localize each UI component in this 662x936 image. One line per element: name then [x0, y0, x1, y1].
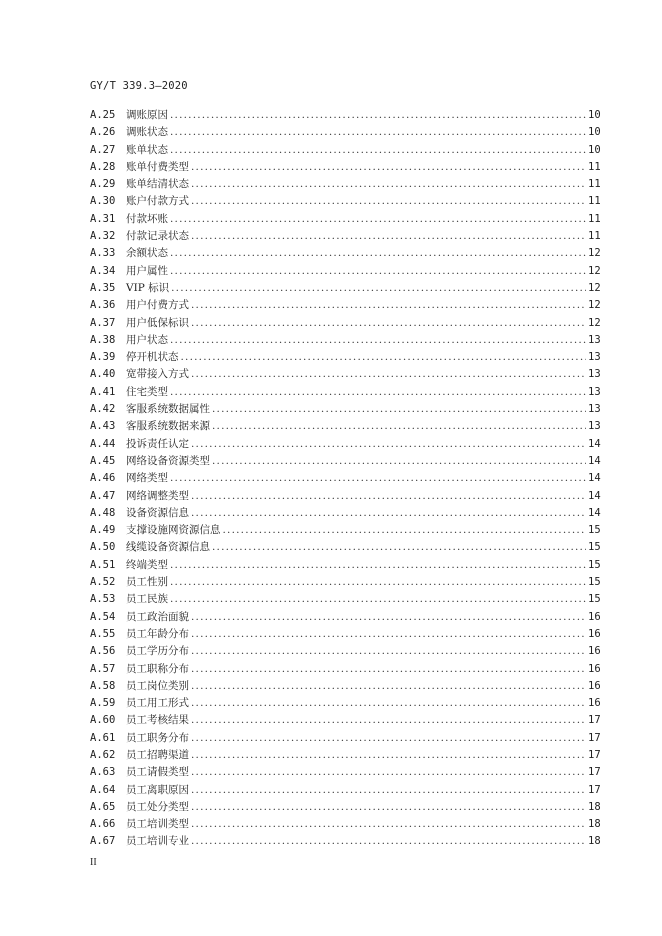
toc-leader-dots	[212, 401, 586, 418]
toc-entry-title: 员工职务分布	[126, 731, 189, 744]
toc-entry-title: 支撑设施网资源信息	[126, 524, 221, 537]
toc-entry-number: A.67	[90, 835, 116, 848]
toc-leader-dots	[191, 747, 586, 764]
toc-leader-dots	[191, 193, 586, 210]
toc-entry-page: 17	[588, 748, 601, 761]
toc-entry[interactable]	[90, 332, 600, 349]
toc-entry-number: A.65	[90, 800, 116, 813]
table-of-contents	[90, 107, 600, 851]
toc-entry-title: 员工职称分布	[126, 662, 189, 675]
toc-entry-number: A.29	[90, 178, 116, 191]
toc-leader-dots	[170, 574, 586, 591]
toc-entry-number: A.53	[90, 593, 116, 606]
toc-entry-title: 网络类型	[126, 472, 168, 485]
toc-entry[interactable]	[90, 280, 600, 297]
toc-entry-page: 12	[588, 316, 601, 329]
toc-leader-dots	[191, 505, 586, 522]
toc-entry-title: 客服系统数据来源	[126, 420, 210, 433]
toc-entry-page: 16	[588, 679, 601, 692]
toc-leader-dots	[191, 626, 586, 643]
toc-entry-page: 14	[588, 472, 601, 485]
toc-entry-title: 员工年龄分布	[126, 627, 189, 640]
toc-entry-title: 网络设备资源类型	[126, 454, 210, 467]
toc-entry-title: 员工用工形式	[126, 697, 189, 710]
toc-entry-title: 用户状态	[126, 333, 168, 346]
toc-entry-page: 12	[588, 281, 601, 294]
toc-leader-dots	[191, 730, 586, 747]
toc-entry-title: 付款坏账	[126, 212, 168, 225]
toc-entry-title: 员工政治面貌	[126, 610, 189, 623]
toc-entry-page: 13	[588, 351, 601, 364]
toc-entry-number: A.55	[90, 627, 116, 640]
toc-entry-page: 17	[588, 766, 601, 779]
toc-entry-number: A.33	[90, 247, 116, 260]
toc-entry-title: 用户属性	[126, 264, 168, 277]
toc-entry-title: 员工性别	[126, 576, 168, 589]
toc-entry-title: 余额状态	[126, 247, 168, 260]
toc-entry[interactable]	[90, 678, 600, 695]
page-number-footer: II	[90, 857, 97, 868]
toc-entry-page: 15	[588, 593, 601, 606]
toc-entry[interactable]	[90, 799, 600, 816]
toc-entry-number: A.63	[90, 766, 116, 779]
toc-entry-number: A.43	[90, 420, 116, 433]
toc-entry[interactable]	[90, 522, 600, 539]
toc-entry[interactable]	[90, 643, 600, 660]
toc-entry[interactable]	[90, 712, 600, 729]
toc-leader-dots	[191, 799, 586, 816]
toc-entry-number: A.25	[90, 109, 116, 121]
toc-entry-title: 停开机状态	[126, 351, 179, 364]
toc-entry-title: VIP 标识	[126, 281, 170, 294]
toc-entry-number: A.62	[90, 748, 116, 761]
toc-entry[interactable]	[90, 626, 600, 643]
toc-entry-number: A.37	[90, 316, 116, 329]
toc-entry-page: 11	[588, 212, 601, 225]
toc-entry-title: 账户付款方式	[126, 195, 189, 208]
toc-entry-number: A.27	[90, 143, 116, 156]
toc-entry-title: 宽带接入方式	[126, 368, 189, 381]
toc-entry-page: 17	[588, 731, 601, 744]
toc-entry[interactable]	[90, 263, 600, 280]
toc-entry-title: 员工学历分布	[126, 645, 189, 658]
toc-leader-dots	[191, 159, 586, 176]
toc-entry-page: 13	[588, 333, 601, 346]
toc-entry-title: 终端类型	[126, 558, 168, 571]
toc-entry-page: 14	[588, 454, 601, 467]
toc-entry-number: A.52	[90, 576, 116, 589]
toc-entry-page: 11	[588, 160, 601, 173]
toc-entry-page: 12	[588, 247, 601, 260]
toc-entry[interactable]	[90, 833, 600, 850]
toc-leader-dots	[191, 678, 586, 695]
toc-leader-dots	[170, 245, 586, 262]
toc-entry-page: 13	[588, 420, 601, 433]
toc-entry-number: A.30	[90, 195, 116, 208]
toc-entry-title: 付款记录状态	[126, 230, 189, 243]
toc-entry-number: A.49	[90, 524, 116, 537]
toc-entry[interactable]	[90, 436, 600, 453]
toc-leader-dots	[212, 418, 586, 435]
toc-leader-dots	[191, 436, 586, 453]
toc-entry-number: A.35	[90, 281, 116, 294]
toc-entry-page: 13	[588, 368, 601, 381]
toc-entry-number: A.45	[90, 454, 116, 467]
toc-entry-page: 13	[588, 403, 601, 416]
toc-leader-dots	[191, 315, 586, 332]
toc-leader-dots	[191, 661, 586, 678]
toc-entry-number: A.26	[90, 126, 116, 139]
toc-entry-number: A.40	[90, 368, 116, 381]
toc-entry-number: A.54	[90, 610, 116, 623]
toc-entry-number: A.61	[90, 731, 116, 744]
toc-leader-dots	[191, 228, 586, 245]
toc-entry-page: 11	[588, 230, 601, 243]
toc-entry[interactable]	[90, 384, 600, 401]
toc-entry-page: 15	[588, 524, 601, 537]
toc-entry[interactable]	[90, 366, 600, 383]
toc-entry-title: 员工招聘渠道	[126, 748, 189, 761]
toc-entry[interactable]	[90, 349, 600, 366]
toc-entry-number: A.28	[90, 160, 116, 173]
toc-entry-title: 客服系统数据属性	[126, 403, 210, 416]
toc-leader-dots	[170, 142, 586, 159]
toc-entry-title: 住宅类型	[126, 385, 168, 398]
toc-entry-number: A.47	[90, 489, 116, 502]
toc-entry-number: A.59	[90, 697, 116, 710]
toc-entry[interactable]	[90, 142, 600, 159]
toc-leader-dots	[170, 263, 586, 280]
toc-leader-dots	[170, 211, 586, 228]
toc-leader-dots	[191, 782, 586, 799]
toc-entry-title: 投诉责任认定	[126, 437, 189, 450]
toc-entry-number: A.31	[90, 212, 116, 225]
toc-leader-dots	[191, 712, 586, 729]
toc-entry[interactable]	[90, 245, 600, 262]
toc-entry-number: A.42	[90, 403, 116, 416]
toc-entry-page: 10	[588, 143, 601, 156]
toc-leader-dots	[170, 591, 586, 608]
toc-entry-page: 17	[588, 714, 601, 727]
toc-entry-title: 设备资源信息	[126, 506, 189, 519]
toc-entry[interactable]	[90, 193, 600, 210]
toc-entry-title: 员工考核结果	[126, 714, 189, 727]
toc-entry[interactable]	[90, 591, 600, 608]
toc-entry-title: 调账状态	[126, 126, 168, 139]
toc-entry-number: A.38	[90, 333, 116, 346]
toc-entry[interactable]	[90, 228, 600, 245]
toc-entry-title: 员工民族	[126, 593, 168, 606]
toc-entry[interactable]	[90, 782, 600, 799]
toc-entry-page: 15	[588, 576, 601, 589]
toc-entry-number: A.56	[90, 645, 116, 658]
toc-entry-page: 11	[588, 195, 601, 208]
toc-entry-page: 18	[588, 835, 601, 848]
toc-entry-title: 员工处分类型	[126, 800, 189, 813]
toc-entry-page: 14	[588, 437, 601, 450]
toc-leader-dots	[181, 349, 587, 366]
toc-entry[interactable]	[90, 176, 600, 193]
toc-leader-dots	[170, 557, 586, 574]
toc-entry-page: 15	[588, 558, 601, 571]
toc-leader-dots	[191, 816, 586, 833]
toc-entry[interactable]	[90, 159, 600, 176]
toc-entry-number: A.57	[90, 662, 116, 675]
toc-leader-dots	[170, 384, 586, 401]
toc-entry-number: A.44	[90, 437, 116, 450]
toc-leader-dots	[170, 470, 586, 487]
toc-leader-dots	[191, 764, 586, 781]
toc-entry-page: 14	[588, 489, 601, 502]
toc-entry-number: A.48	[90, 506, 116, 519]
toc-entry[interactable]	[90, 695, 600, 712]
toc-leader-dots	[191, 643, 586, 660]
toc-entry[interactable]	[90, 401, 600, 418]
toc-entry[interactable]	[90, 730, 600, 747]
toc-entry-number: A.32	[90, 230, 116, 243]
toc-entry-title: 员工培训专业	[126, 835, 189, 848]
toc-entry-number: A.64	[90, 783, 116, 796]
toc-entry-title: 调账原因	[126, 109, 168, 121]
toc-leader-dots	[191, 176, 586, 193]
toc-leader-dots	[223, 522, 587, 539]
toc-entry[interactable]	[90, 574, 600, 591]
toc-entry-page: 18	[588, 818, 601, 831]
toc-entry[interactable]	[90, 211, 600, 228]
toc-entry-number: A.46	[90, 472, 116, 485]
toc-entry-title: 用户付费方式	[126, 299, 189, 312]
toc-entry-title: 员工离职原因	[126, 783, 189, 796]
toc-entry[interactable]	[90, 315, 600, 332]
toc-entry[interactable]	[90, 747, 600, 764]
toc-leader-dots	[170, 332, 586, 349]
toc-leader-dots	[170, 124, 586, 141]
toc-entry-title: 账单状态	[126, 143, 168, 156]
toc-entry-page: 15	[588, 541, 601, 554]
toc-entry-page: 16	[588, 610, 601, 623]
toc-entry-title: 网络调整类型	[126, 489, 189, 502]
toc-entry-title: 账单付费类型	[126, 160, 189, 173]
toc-entry-page: 10	[588, 109, 601, 121]
toc-leader-dots	[191, 488, 586, 505]
document-header: GY/T 339.3—2020	[90, 80, 188, 92]
toc-entry[interactable]	[90, 816, 600, 833]
toc-entry-number: A.51	[90, 558, 116, 571]
toc-leader-dots	[170, 107, 586, 124]
toc-entry-page: 16	[588, 627, 601, 640]
toc-entry-page: 13	[588, 385, 601, 398]
toc-entry-title: 账单结清状态	[126, 178, 189, 191]
toc-leader-dots	[191, 833, 586, 850]
toc-entry-page: 11	[588, 178, 601, 191]
toc-leader-dots	[191, 695, 586, 712]
toc-entry[interactable]	[90, 764, 600, 781]
toc-entry[interactable]	[90, 488, 600, 505]
toc-entry-title: 线缆设备资源信息	[126, 541, 210, 554]
toc-entry-number: A.58	[90, 679, 116, 692]
toc-entry[interactable]	[90, 539, 600, 556]
toc-entry-number: A.36	[90, 299, 116, 312]
toc-entry-number: A.39	[90, 351, 116, 364]
toc-leader-dots	[191, 297, 586, 314]
toc-entry-title: 用户低保标识	[126, 316, 189, 329]
toc-entry-page: 17	[588, 783, 601, 796]
toc-entry-number: A.66	[90, 818, 116, 831]
toc-entry[interactable]	[90, 297, 600, 314]
toc-leader-dots	[212, 453, 586, 470]
toc-entry-number: A.34	[90, 264, 116, 277]
toc-entry[interactable]	[90, 418, 600, 435]
toc-entry[interactable]	[90, 470, 600, 487]
toc-entry-page: 16	[588, 662, 601, 675]
toc-entry[interactable]	[90, 661, 600, 678]
toc-entry-page: 10	[588, 126, 601, 139]
toc-entry[interactable]	[90, 107, 600, 124]
toc-entry-page: 14	[588, 506, 601, 519]
toc-entry-page: 12	[588, 264, 601, 277]
toc-leader-dots	[212, 539, 586, 556]
toc-entry[interactable]	[90, 609, 600, 626]
toc-entry-page: 18	[588, 800, 601, 813]
toc-leader-dots	[191, 609, 586, 626]
toc-leader-dots	[191, 366, 586, 383]
toc-entry-page: 16	[588, 645, 601, 658]
toc-entry-title: 员工培训类型	[126, 818, 189, 831]
toc-entry[interactable]	[90, 453, 600, 470]
toc-entry-number: A.60	[90, 714, 116, 727]
toc-entry[interactable]	[90, 557, 600, 574]
toc-entry-page: 16	[588, 697, 601, 710]
toc-entry-title: 员工请假类型	[126, 766, 189, 779]
toc-entry-title: 员工岗位类别	[126, 679, 189, 692]
toc-entry-number: A.41	[90, 385, 116, 398]
toc-entry[interactable]	[90, 505, 600, 522]
toc-leader-dots	[171, 280, 586, 297]
toc-entry-number: A.50	[90, 541, 116, 554]
toc-entry-page: 12	[588, 299, 601, 312]
toc-entry[interactable]	[90, 124, 600, 141]
